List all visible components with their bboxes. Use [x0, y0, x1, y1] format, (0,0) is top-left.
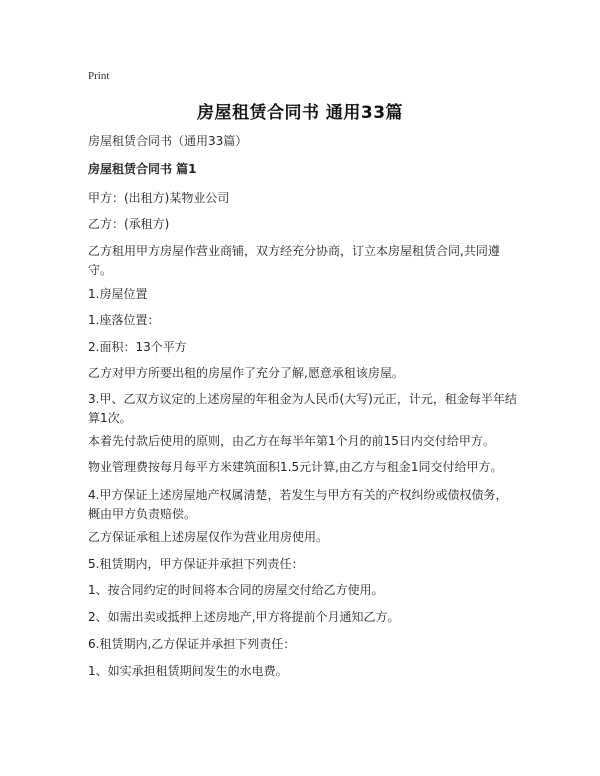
section-heading: 房屋租赁合同书 篇1 [88, 162, 197, 176]
paragraph-party-b: 乙方：(承租方) [88, 217, 170, 231]
paragraph-party-a: 甲方：(出租方)某物业公司 [88, 191, 230, 205]
paragraph-usage: 乙方保证承租上述房屋仅作为营业用房使用。 [88, 530, 329, 544]
paragraph-intro: 乙方租用甲方房屋作营业商铺，双方经充分协商，订立本房屋租赁合同,共同遵守。 [88, 244, 500, 277]
paragraph-lessor-duties-heading: 5.租赁期内，甲方保证并承担下列责任： [88, 557, 304, 571]
document-title: 房屋租赁合同书 通用33篇 [196, 103, 404, 123]
paragraph-rent: 3.甲、乙双方议定的上述房屋的年租金为人民币(大写)元正，计元，租金每半年结算1次。 [88, 392, 517, 425]
paragraph-payment: 本着先付款后使用的原则，由乙方在每半年第1个月的前15日内交付给甲方。 [88, 434, 495, 448]
print-label: Print [88, 70, 110, 82]
paragraph-lessor-duty-1: 1、按合同约定的时间将本合同的房屋交付给乙方使用。 [88, 583, 384, 597]
paragraph-property-rights: 4.甲方保证上述房屋地产权属清楚，若发生与甲方有关的产权纠纷或债权债务，概由甲方负责赔偿。 [88, 488, 508, 521]
paragraph-lessor-duty-2: 2、如需出卖或抵押上述房地产,甲方将提前个月通知乙方。 [88, 610, 400, 624]
paragraph-lessee-duties-heading: 6.租赁期内,乙方保证并承担下列责任： [88, 637, 296, 651]
subtitle: 房屋租赁合同书（通用33篇） [88, 134, 248, 148]
paragraph-area: 2.面积：13个平方 [88, 340, 187, 354]
paragraph-location: 1.座落位置： [88, 313, 160, 327]
paragraph-management-fee: 物业管理费按每月每平方米建筑面积1.5元计算,由乙方与租金1同交付给甲方。 [88, 460, 503, 474]
paragraph-location-heading: 1.房屋位置 [88, 287, 148, 301]
paragraph-lessee-duty-1: 1、如实承担租赁期间发生的水电费。 [88, 664, 288, 678]
paragraph-understanding: 乙方对甲方所要出租的房屋作了充分了解,愿意承租该房屋。 [88, 366, 404, 380]
